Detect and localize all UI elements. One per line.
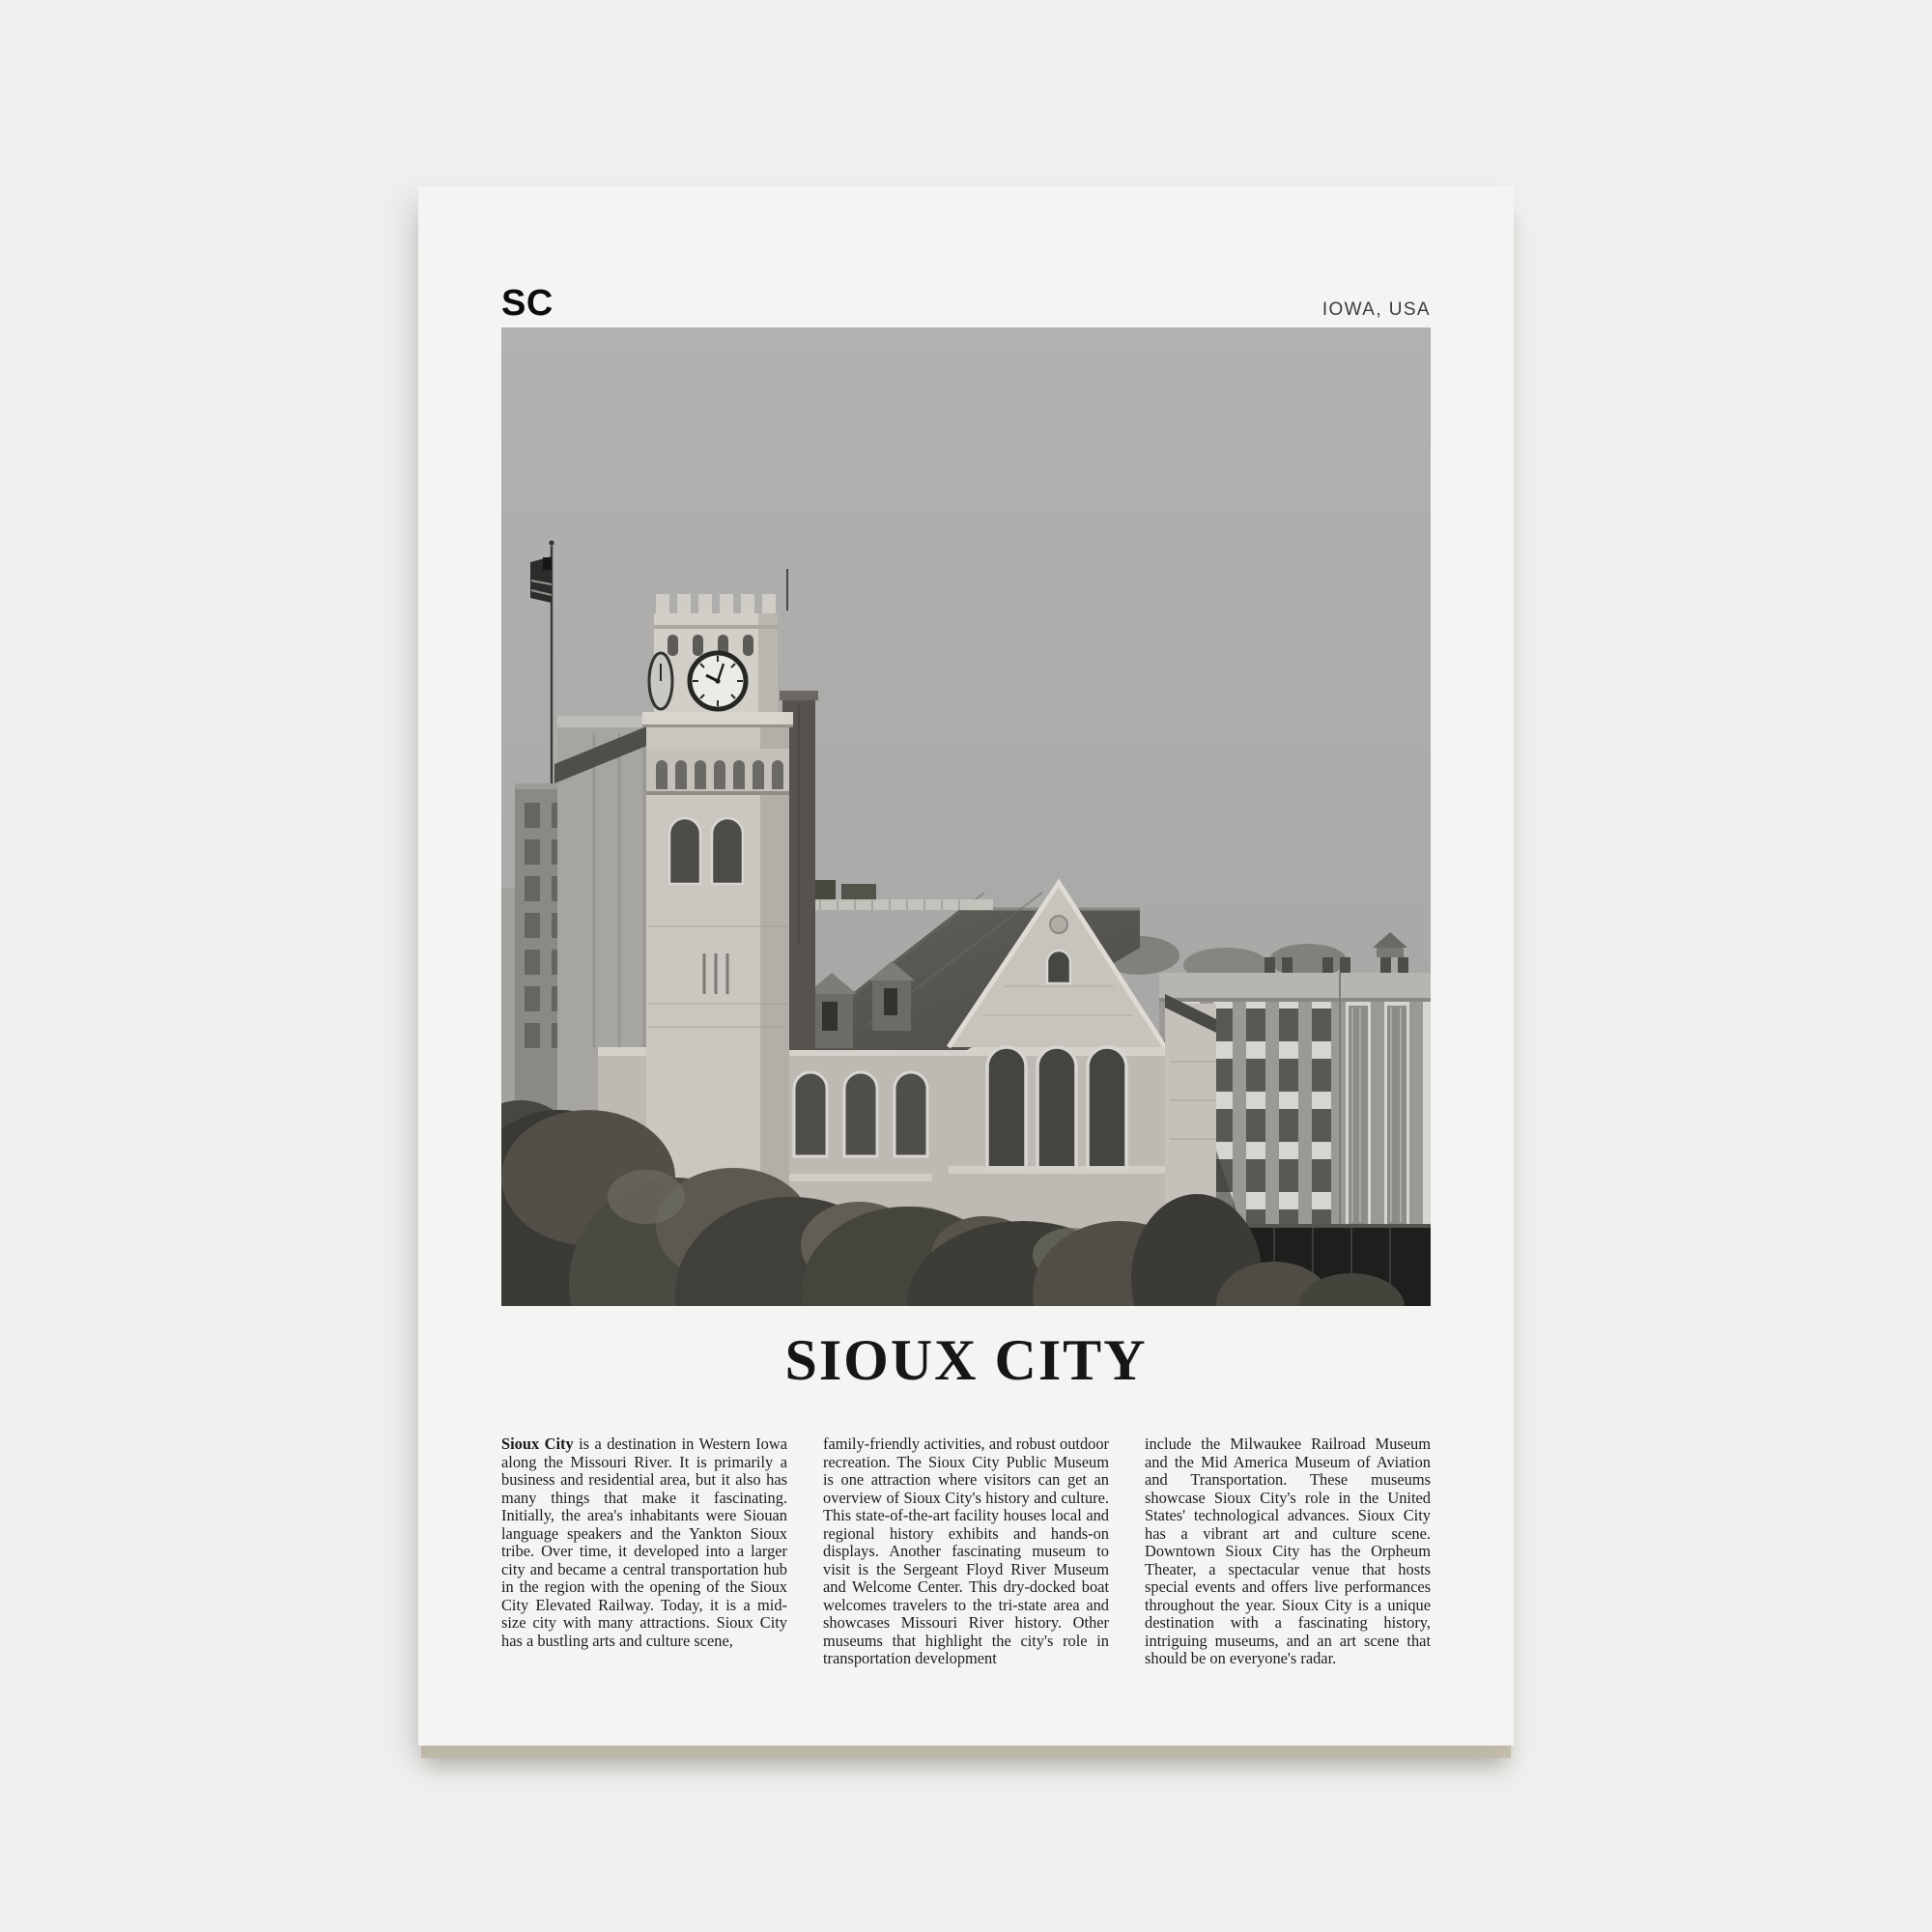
body-column-1-text: is a destination in Western Iowa along the Missouri River. It is primarily a business and residential area, but it also has many things that make it fascinating. Initially, the area's inhabitants were Siouan language speakers and the Yankton Sioux tribe. Over time, it developed into a larger city and became a central transportation hub in the region with the opening of the Sioux City Elevated Railway. Today, it is a mid-size city with many attractions. Sioux City has a bustling arts and culture scene,	[501, 1435, 787, 1650]
poster-title: SIOUX CITY	[784, 1328, 1148, 1392]
poster-header	[501, 283, 1431, 324]
body-column-1-lead: Sioux City	[501, 1435, 574, 1454]
city-photo-illustration	[501, 327, 1431, 1306]
body-column-2-text: family-friendly activities, and robust outdoor recreation. The Sioux City Public Museum is one attraction where visitors can get an overview of Sioux City's history and culture. This state-of-the-art facility houses local and regional history exhibits and hands-on displays. Another fascinating museum to visit is the Sergeant Floyd River Museum and Welcome Center. This dry-docked boat welcomes travelers to the tri-state area and showcases Missouri River history. Other museums that highlight the city's role in transportation development	[823, 1435, 1109, 1668]
body-column-2	[823, 1435, 1109, 1668]
location-label: IOWA, USA	[1321, 299, 1431, 321]
clock-face-front	[690, 653, 746, 709]
body-column-3	[1145, 1435, 1431, 1668]
city-monogram: SC	[501, 283, 554, 324]
travel-poster	[418, 186, 1514, 1746]
machicolation-band	[646, 749, 789, 795]
body-column-1	[501, 1435, 787, 1668]
poster-body	[501, 1420, 1431, 1684]
clock-face-side	[649, 653, 672, 709]
city-photo	[501, 327, 1431, 1306]
body-column-3-text: include the Milwaukee Railroad Museum and the Mid America Museum of Aviation and Transportation. These museums showcase Sioux City's role in the United States' technological advances. Sioux City has a vibrant art and culture scene. Downtown Sioux City has the Orpheum Theater, a spectacular venue that hosts special events and offers live performances throughout the year. Sioux City is a unique destination with a fascinating history, intriguing museums, and an art scene that should be on everyone's radar.	[1145, 1435, 1431, 1668]
gable-arched-windows	[987, 1047, 1126, 1168]
